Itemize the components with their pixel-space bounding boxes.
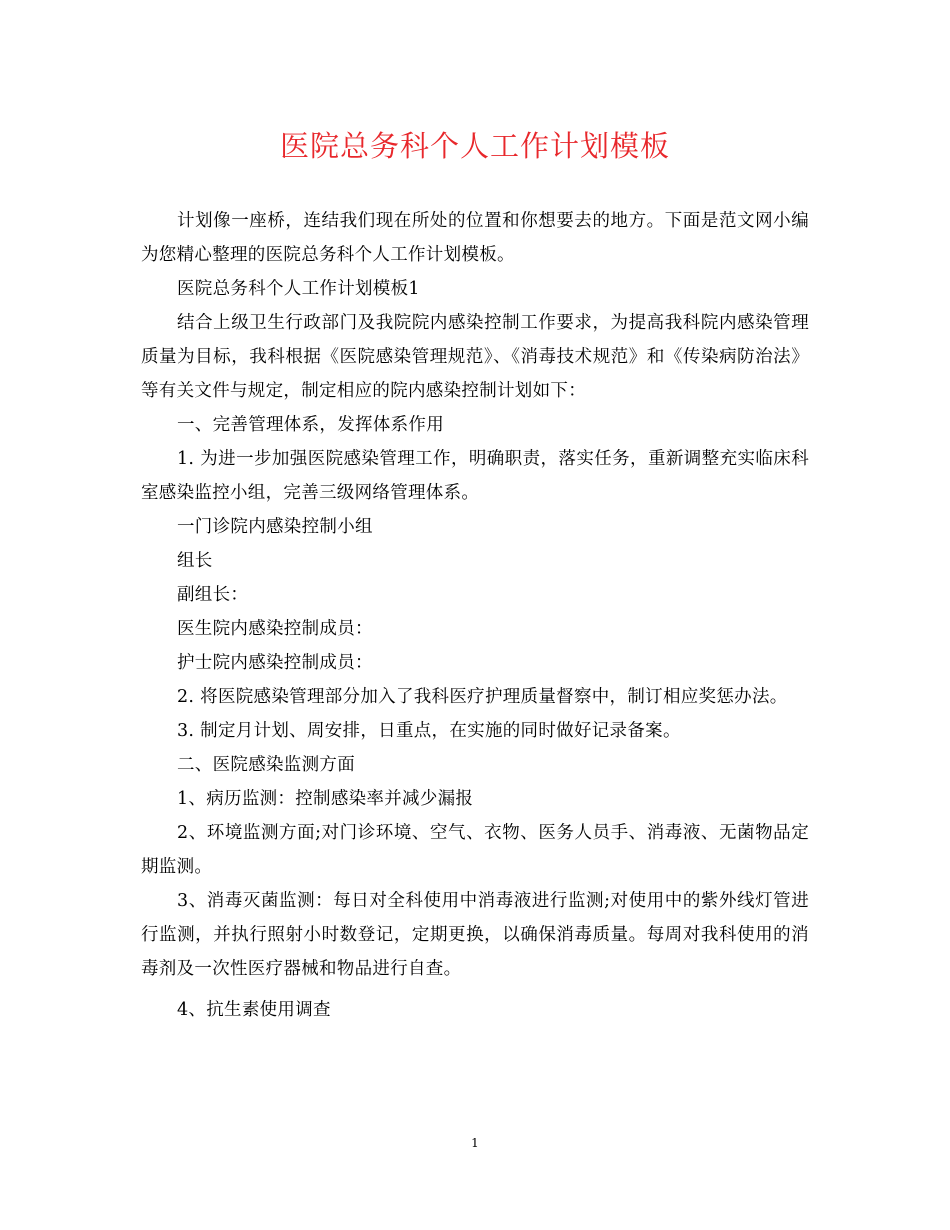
paragraph: 一门诊院内感染控制小组 bbox=[177, 517, 373, 537]
paragraph: 副组长： bbox=[177, 585, 249, 605]
paragraph: 4、抗生素使用调查 bbox=[177, 1000, 331, 1020]
paragraph: 2. 将医院感染管理部分加入了我科医疗护理质量督察中，制订相应奖惩办法。 bbox=[177, 687, 788, 707]
paragraph: 1. 为进一步加强医院感染管理工作，明确职责，落实任务，重新调整充实临床科室感染监控小组，完善三级网络管理体系。 bbox=[141, 449, 809, 503]
paragraph: 医生院内感染控制成员： bbox=[177, 619, 373, 639]
document-title: 医院总务科个人工作计划模板 bbox=[279, 129, 670, 163]
paragraph: 计划像一座桥，连结我们现在所处的位置和你想要去的地方。下面是范文网小编为您精心整理的医院总务科个人工作计划模板。 bbox=[141, 211, 809, 265]
paragraph: 3、消毒灭菌监测：每日对全科使用中消毒液进行监测;对使用中的紫外线灯管进行监测，并执行照射小时数登记，定期更换，以确保消毒质量。每周对我科使用的消毒剂及一次性医疗器械和物品进行自查。 bbox=[141, 891, 809, 979]
paragraph: 组长 bbox=[177, 551, 213, 571]
paragraph: 3. 制定月计划、周安排，日重点，在实施的同时做好记录备案。 bbox=[177, 721, 681, 741]
paragraph: 1、病历监测：控制感染率并减少漏报 bbox=[177, 789, 474, 809]
paragraph: 医院总务科个人工作计划模板1 bbox=[177, 279, 420, 299]
section-heading: 一、完善管理体系，发挥体系作用 bbox=[177, 415, 444, 435]
paragraph: 2、环境监测方面;对门诊环境、空气、衣物、医务人员手、消毒液、无菌物品定期监测。 bbox=[141, 823, 809, 877]
section-heading: 二、医院感染监测方面 bbox=[177, 755, 355, 775]
paragraph: 结合上级卫生行政部门及我院院内感染控制工作要求，为提高我科院内感染管理质量为目标，我科根据《医院感染管理规范》、《消毒技术规范》和《传染病防治法》等有关文件与规定，制定相应的院内感染控制计划如下： bbox=[141, 313, 809, 401]
paragraph: 护士院内感染控制成员： bbox=[177, 653, 373, 673]
document-body bbox=[141, 204, 809, 1027]
page-number: 1 bbox=[471, 1136, 479, 1150]
